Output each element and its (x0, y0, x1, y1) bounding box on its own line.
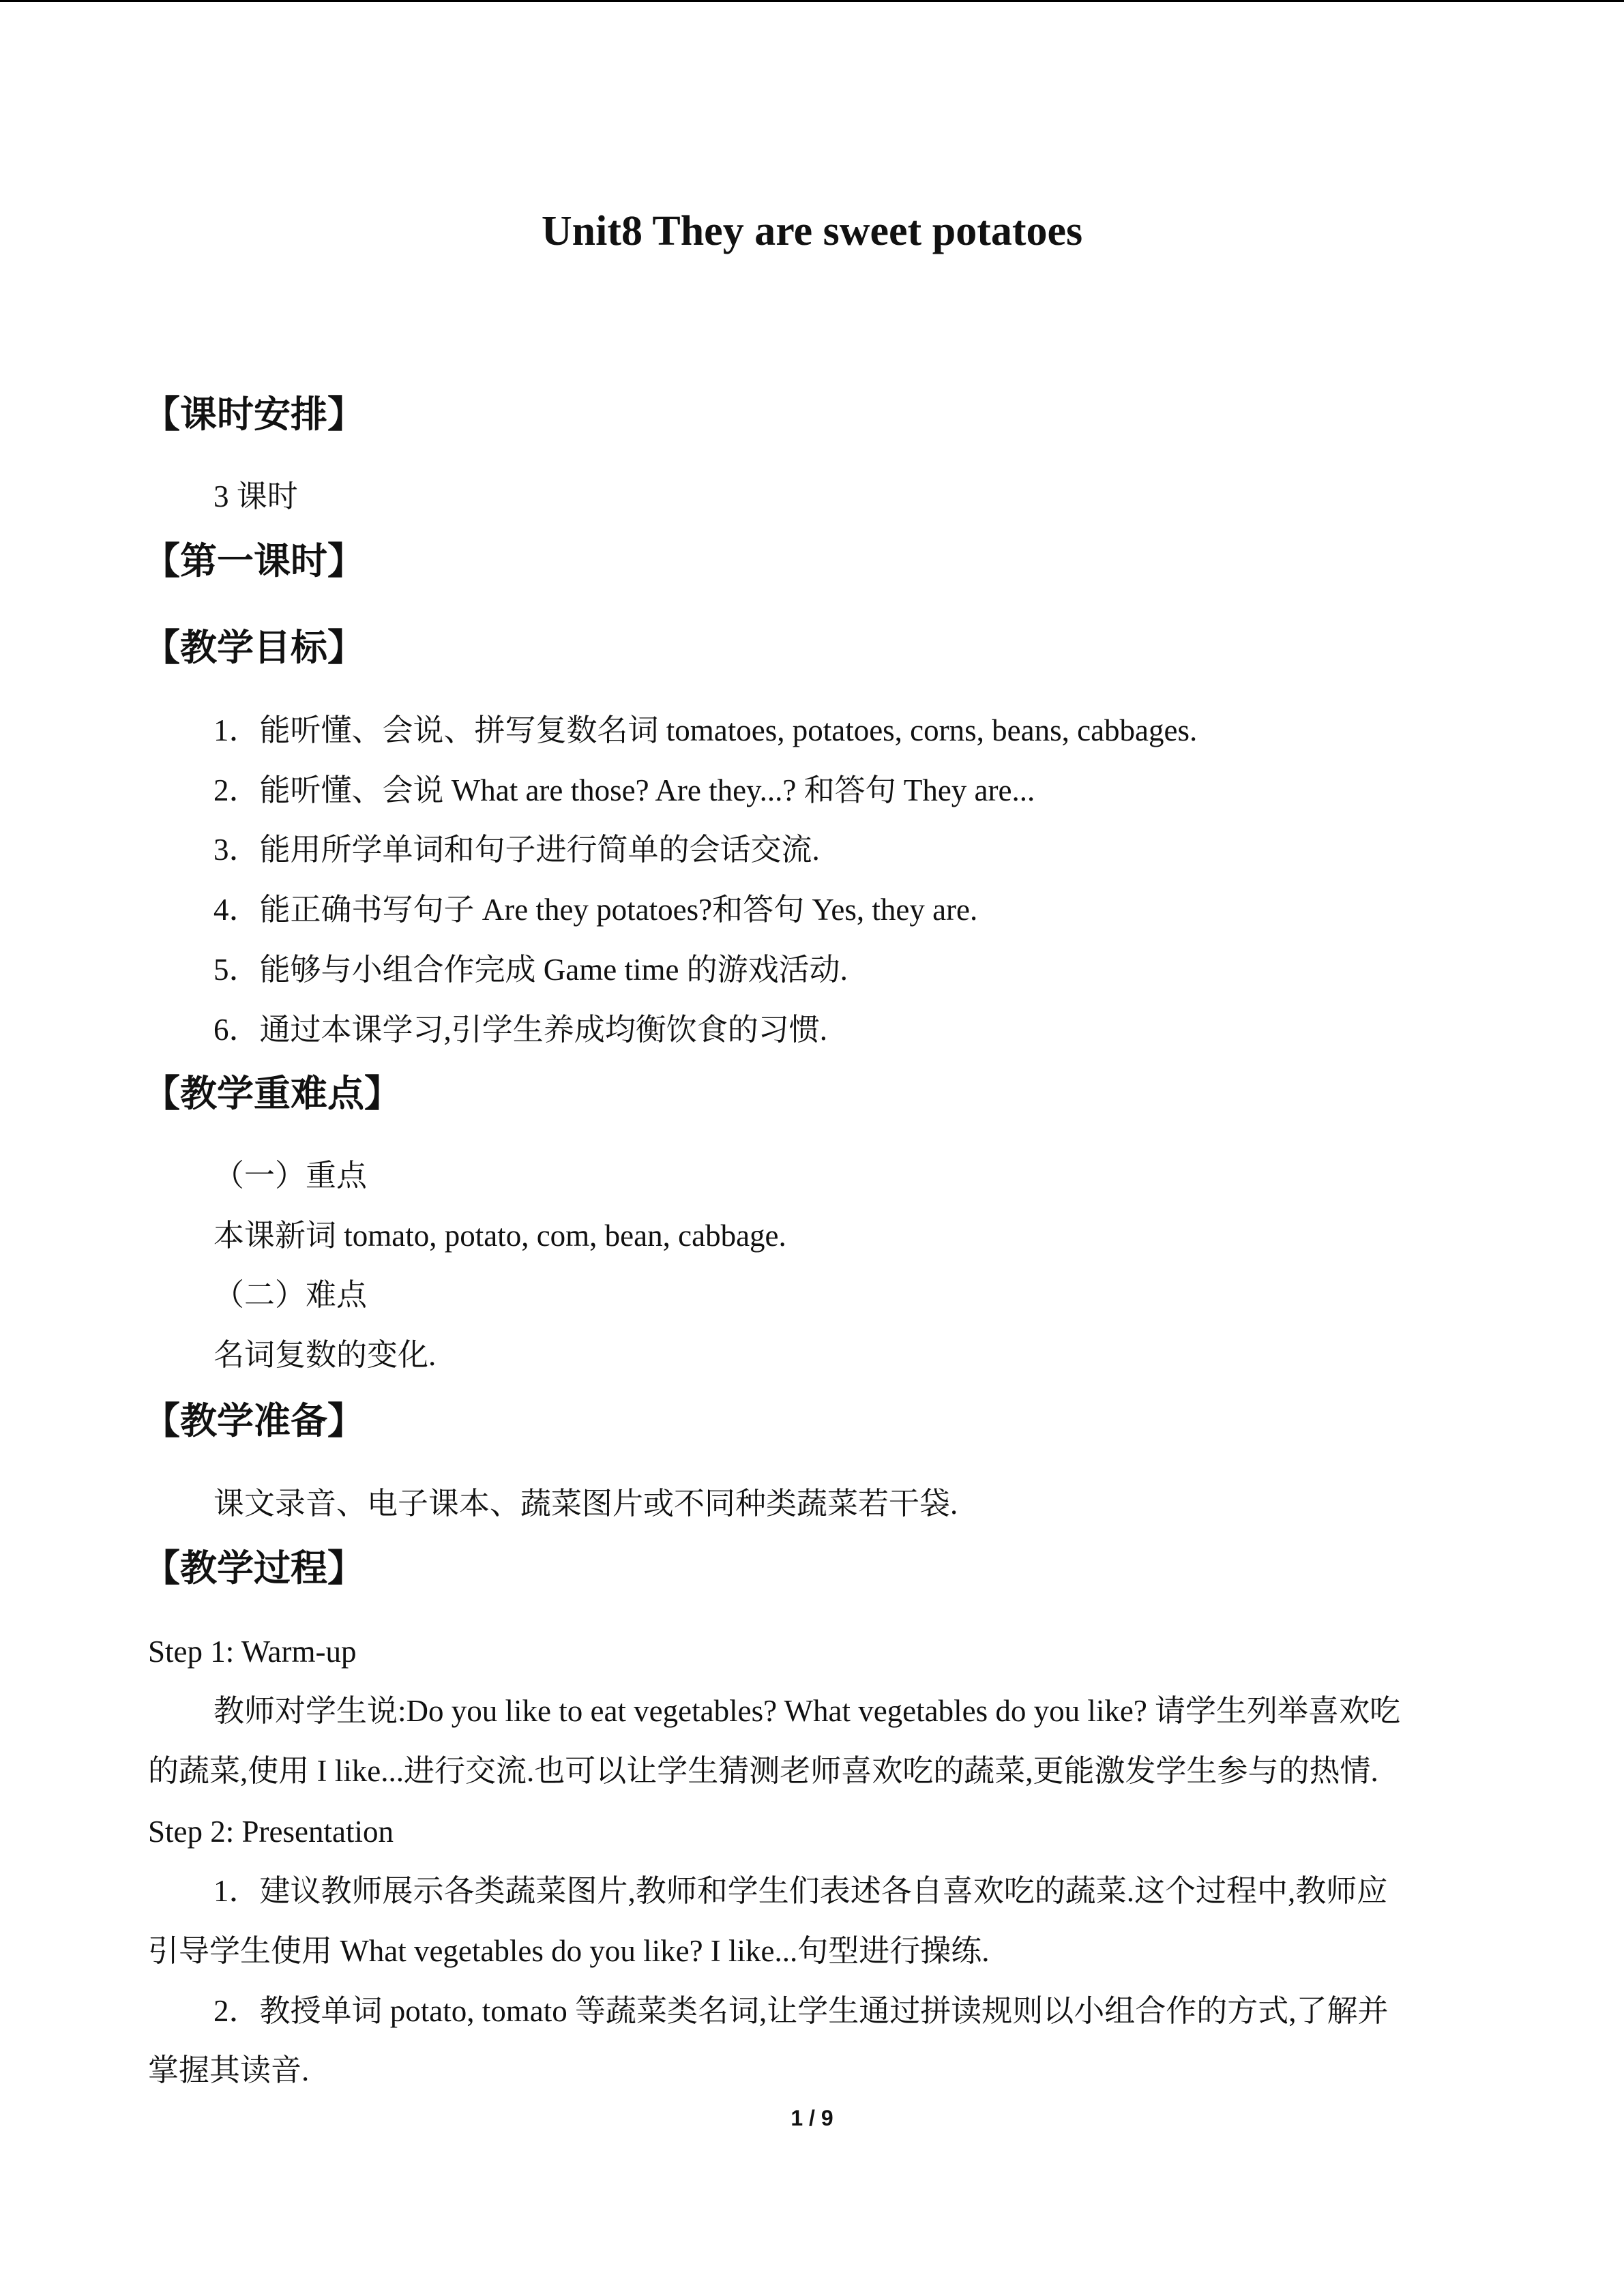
prep-heading: 【教学准备】 (143, 1399, 364, 1442)
page-number: 1 / 9 (791, 2106, 833, 2130)
keypoints-heading: 【教学重难点】 (143, 1072, 401, 1115)
objective-item: 4．能正确书写句子 Are they potatoes?和答句 Yes, they are. (213, 893, 978, 927)
lesson1-heading: 【第一课时】 (143, 539, 364, 582)
difficulty-label: （二）难点 (213, 1278, 368, 1312)
objective-item: 6．通过本课学习,引学生养成均衡饮食的习惯. (213, 1013, 828, 1047)
schedule-text: 3 课时 (213, 479, 298, 513)
objectives-heading: 【教学目标】 (143, 626, 364, 669)
schedule-heading: 【课时安排】 (143, 393, 364, 436)
step2-paragraph-line: 2．教授单词 potato, tomato 等蔬菜类名词,让学生通过拼读规则以小组合作的方式,了解并 (213, 1994, 1389, 2028)
step1-label: Step 1: Warm-up (148, 1635, 357, 1669)
process-heading: 【教学过程】 (143, 1547, 364, 1590)
keypoint-label: （一）重点 (213, 1159, 368, 1193)
step1-paragraph-line: 的蔬菜,使用 I like...进行交流.也可以让学生猜测老师喜欢吃的蔬菜,更能激发学生参与的热情. (148, 1754, 1378, 1788)
prep-text: 课文录音、电子课本、蔬菜图片或不同种类蔬菜若干袋. (213, 1487, 958, 1521)
step2-label: Step 2: Presentation (148, 1815, 394, 1849)
step2-paragraph-line: 掌握其读音. (148, 2053, 310, 2087)
objective-item: 1．能听懂、会说、拼写复数名词 tomatoes, potatoes, corns, beans, cabbages. (213, 713, 1198, 747)
step2-paragraph-line: 引导学生使用 What vegetables do you like? I like...句型进行操练. (148, 1934, 990, 1968)
objective-item: 2．能听懂、会说 What are those? Are they...? 和答句 They are... (213, 773, 1035, 807)
difficulty-text: 名词复数的变化. (213, 1338, 437, 1372)
keypoint-text: 本课新词 tomato, potato, com, bean, cabbage. (213, 1219, 786, 1253)
step1-paragraph-line: 教师对学生说:Do you like to eat vegetables? What vegetables do you like? 请学生列举喜欢吃 (213, 1694, 1401, 1728)
step2-paragraph-line: 1．建议教师展示各类蔬菜图片,教师和学生们表述各自喜欢吃的蔬菜.这个过程中,教师应 (213, 1874, 1388, 1908)
document-title: Unit8 They are sweet potatoes (541, 208, 1083, 254)
objective-item: 3．能用所学单词和句子进行简单的会话交流. (213, 833, 820, 867)
objective-item: 5．能够与小组合作完成 Game time 的游戏活动. (213, 953, 848, 987)
